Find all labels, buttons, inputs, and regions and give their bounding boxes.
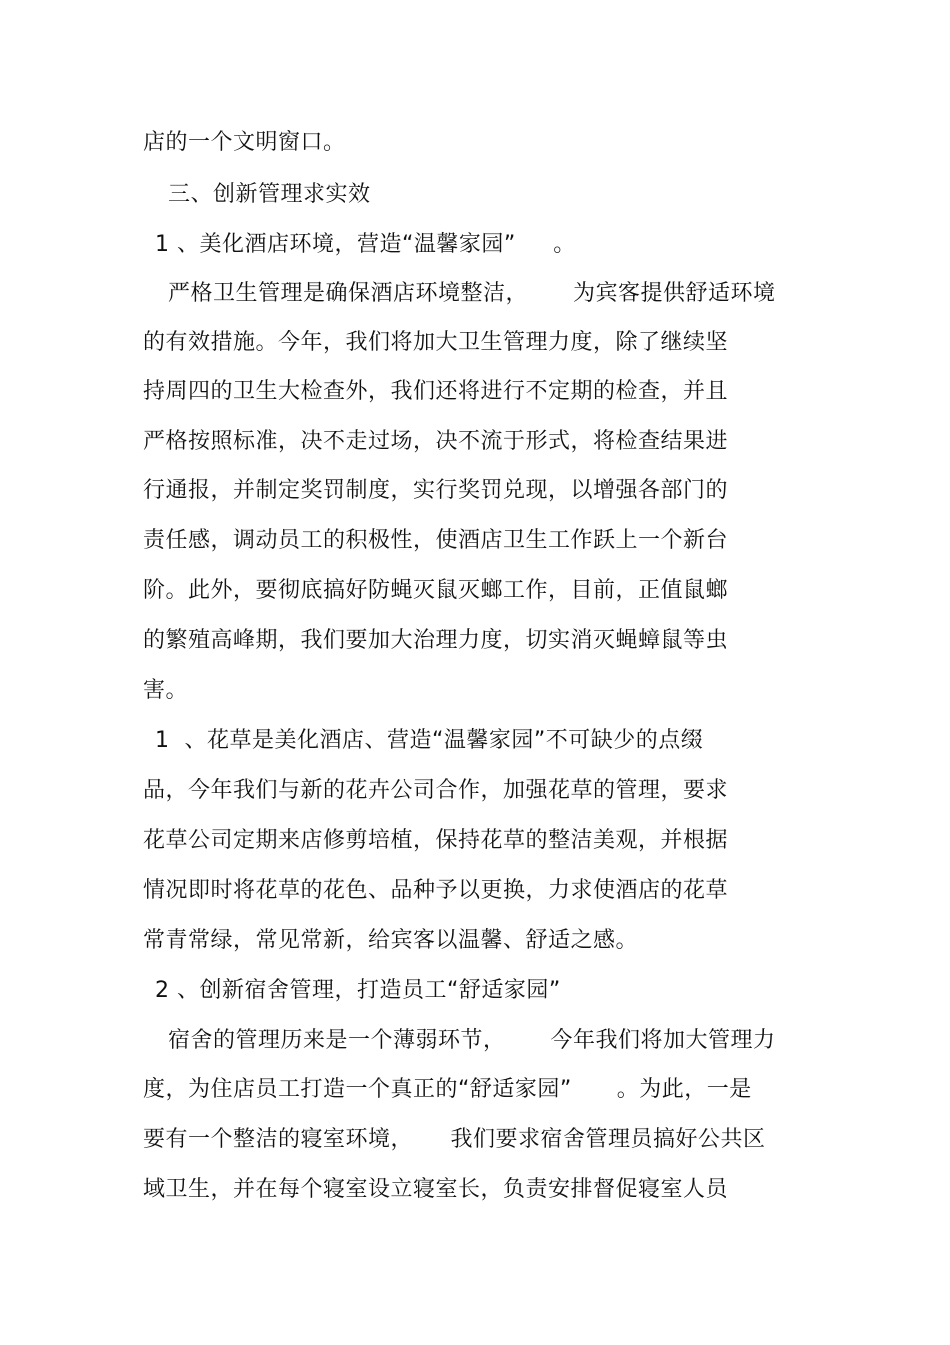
subsection-heading: 1 、美化酒店环境，营造“温馨家园” 。 — [155, 232, 576, 257]
paragraph-line: 责任感，调动员工的积极性，使酒店卫生工作跃上一个新台 — [143, 528, 729, 553]
paragraph-line: 持周四的卫生大检查外，我们还将进行不定期的检查，并且 — [143, 379, 729, 404]
paragraph-line: 花草公司定期来店修剪培植，保持花草的整洁美观，并根据 — [143, 828, 729, 853]
text-line: 店的一个文明窗口。 — [143, 130, 346, 155]
paragraph-line: 严格卫生管理是确保酒店环境整洁， 为宾客提供舒适环境 — [168, 281, 776, 306]
paragraph-line: 品，今年我们与新的花卉公司合作，加强花草的管理，要求 — [143, 778, 729, 803]
subsection-heading: 1 、花草是美化酒店、营造“温馨家园”不可缺少的点缀 — [155, 728, 704, 753]
subsection-heading: 2 、创新宿舍管理，打造员工“舒适家园” — [155, 978, 561, 1003]
paragraph-line: 宿舍的管理历来是一个薄弱环节， 今年我们将加大管理力 — [168, 1028, 776, 1053]
paragraph-line: 度，为住店员工打造一个真正的“舒适家园” 。为此，一是 — [143, 1077, 752, 1102]
paragraph-line: 行通报，并制定奖罚制度，实行奖罚兑现，以增强各部门的 — [143, 478, 729, 503]
paragraph-line: 严格按照标准，决不走过场，决不流于形式，将检查结果进 — [143, 429, 729, 454]
paragraph-line: 域卫生，并在每个寝室设立寝室长，负责安排督促寝室人员 — [143, 1177, 729, 1202]
paragraph-line: 要有一个整洁的寝室环境， 我们要求宿舍管理员搞好公共区 — [143, 1127, 766, 1152]
section-heading: 三、创新管理求实效 — [168, 182, 371, 207]
paragraph-line: 害。 — [143, 678, 189, 703]
paragraph-line: 情况即时将花草的花色、品种予以更换，力求使酒店的花草 — [143, 878, 729, 903]
paragraph-line: 的繁殖高峰期，我们要加大治理力度，切实消灭蝇蟑鼠等虫 — [143, 628, 729, 653]
paragraph-line: 阶。此外，要彻底搞好防蝇灭鼠灭螂工作，目前，正值鼠螂 — [143, 578, 729, 603]
paragraph-line: 常青常绿，常见常新，给宾客以温馨、舒适之感。 — [143, 928, 639, 953]
paragraph-line: 的有效措施。今年，我们将加大卫生管理力度，除了继续坚 — [143, 330, 729, 355]
